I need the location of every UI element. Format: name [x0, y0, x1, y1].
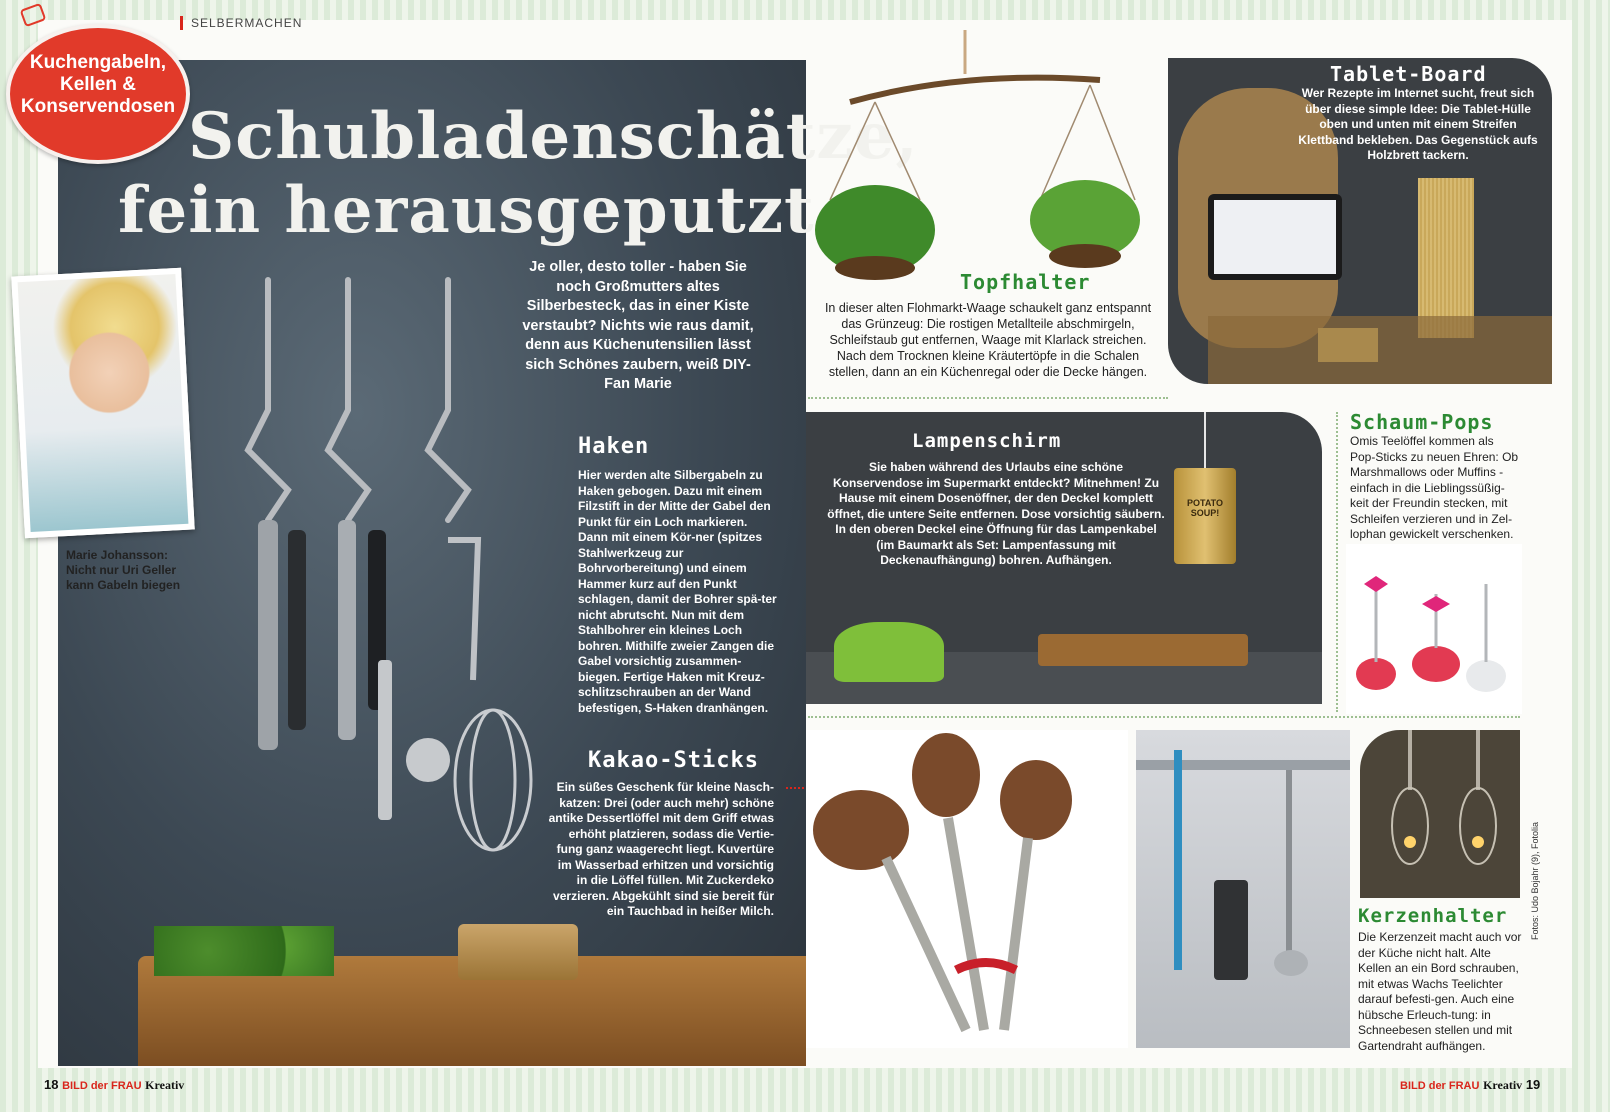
portrait-caption: Marie Johansson: Nicht nur Uri Geller kann Gabeln biegen: [66, 548, 181, 592]
divider: [1336, 412, 1338, 712]
kerzen-heading: Kerzenhalter: [1358, 905, 1508, 927]
hanging-utensils-illustration: [228, 260, 568, 860]
shelf-rail: [1136, 760, 1350, 770]
schaum-pops-photo: [1346, 544, 1522, 714]
spatula: [1214, 880, 1248, 980]
can-label: POTATO SOUP!: [1187, 498, 1223, 518]
grater: [458, 924, 578, 980]
spaghetti-glass: [1418, 178, 1474, 338]
wood-counter: [1208, 316, 1552, 384]
lampe-body: Sie haben während des Urlaubs eine schöne Konservendose im Supermarkt entdeckt? Mitnehmen! Zu Hause mit einem Dosenöffner, der den Deckel komplett öffnet, die untere Seite entfernen. Dose vorsichtig säubern. In den oberen Deckel eine Öffnung für das Lampenkabel (im Baumarkt als Set: Lampenfassung mit Deckenaufhängung) bohren. Aufhängen.: [827, 460, 1165, 567]
topfhalter-heading: Topfhalter: [960, 270, 1091, 294]
lamp-cable: [1204, 412, 1206, 472]
photo-credit: Fotos: Udo Bojahr (9), Fotolia: [1530, 821, 1540, 940]
page-number-right: [1400, 1077, 1540, 1093]
page-number: 18: [44, 1077, 59, 1092]
spoon-pops-illustration: [1346, 544, 1522, 714]
schaum-heading: Schaum-Pops: [1350, 410, 1494, 434]
badge-line-2: Kellen &: [59, 74, 137, 95]
kakao-body: Ein süßes Geschenk für kleine Nasch-katzen: Drei (oder auch mehr) schöne antike Dessertlöffel mit dem Griff etwas erhöht platzieren, sodass die Vertie-fung ganz waagerecht liegt. Kuvertüre im Wasserbad erhitzen und vorsichtig in die Löffel füllen. Mit Zuckerdeko verzieren. Abgekühlt sind sie bereit für ein Tauchbad in heißer Milch.: [548, 780, 774, 918]
section-label: SELBERMACHEN: [180, 16, 302, 30]
badge-line-1: Kuchengabeln,: [29, 52, 167, 73]
parsley-herbs: [154, 926, 334, 976]
divider: [808, 397, 1168, 399]
title-line-2: fein herausgeputzt: [118, 173, 815, 248]
topic-badge: [6, 24, 190, 164]
badge-line-3: Konservendosen: [20, 96, 176, 117]
schaum-body: Omis Teelöffel kommen als Pop-Sticks zu neuen Ehren: Ob Marshmallows oder Muffins - einfach in die Lieblingssüßig-keit der Freundin stecken, mit Schleifen verzieren und in Zel-lophan gewickelt verschenken.: [1350, 434, 1519, 541]
intro-text: Je oller, desto toller - haben Sie noch Großmutters altes Silberbesteck, das in einer Kiste verstaubt? Nichts wie raus damit, denn aus Küchenutensilien lässt sich Schönes zaubern, weiß DIY-Fan Marie: [522, 259, 754, 392]
haken-body: Hier werden alte Silbergabeln zu Haken gebogen. Dazu mit einem Filzstift in der Mitte der Gabel den Punkt für ein Loch markieren. Dann mit einem Kör-ner (spitzes Stahlwerkzeug zur Bohrvorbereitung) und einem Hammer kurz auf den Punkt schlagen, damit der Bohrer spä-ter nicht abrutscht. Nun mit dem Stahlbohrer ein kleines Loch bohren. Mithilfe zweier Zangen die Gabel vorsichtig zusammen-biegen. Fertige Haken mit Kreuz-schlitzschrauben an der Wand befestigen, S-Haken dranhängen.: [578, 468, 777, 715]
divider: [808, 716, 1520, 718]
whisk-candles-illustration: [1360, 730, 1520, 898]
whisk-candle-photo: [1360, 730, 1520, 898]
page-number: 19: [1525, 1077, 1541, 1092]
brand-subtitle: Kreativ: [1483, 1078, 1523, 1092]
ladle: [1286, 770, 1292, 960]
cocoa-spoons-photo: [806, 730, 1128, 1048]
brand-logo: BILD der FRAU: [1400, 1080, 1480, 1092]
cocoa-spoons-illustration: [806, 730, 1128, 1048]
brand-subtitle: Kreativ: [145, 1078, 185, 1092]
hooks-photo: [1136, 730, 1350, 1048]
kakao-heading: Kakao-Sticks: [588, 748, 759, 773]
topfhalter-body: In dieser alten Flohmarkt-Waage schaukelt ganz entspannt das Grünzeug: Die rostigen Metallteile abschmirgeln, Schleifstaub gut entfernen, Waage mit Klarlack streichen. Nach dem Trocknen kleine Kräutertöpfe in die Schalen stellen, dann an ein Küchenregal oder die Decke hängen.: [824, 301, 1152, 379]
portrait-photo: [11, 268, 194, 539]
cress-bowl: [834, 622, 944, 682]
scale-planter-illustration: [790, 30, 1140, 280]
soup-can-lamp: [1174, 468, 1236, 564]
lampe-heading: Lampenschirm: [912, 430, 1062, 452]
tablet-device: [1208, 194, 1342, 280]
tablet-body: Wer Rezepte im Internet sucht, freut sich über diese simple Idee: Die Tablet-Hülle oben und unten mit einem Streifen Klettband bekleben. Das Gegenstück aufs Holzbrett tackern.: [1298, 86, 1538, 162]
ladle-bowl: [1274, 950, 1308, 976]
haken-heading: Haken: [578, 434, 650, 459]
title-line-1: Schubladenschätze,: [188, 99, 919, 174]
portrait-image: [18, 274, 189, 532]
blue-ladle: [1174, 750, 1182, 970]
tablet-heading: Tablet-Board: [1330, 62, 1487, 86]
brand-logo: BILD der FRAU: [62, 1080, 142, 1092]
page-number-left: [44, 1077, 184, 1093]
wooden-cutting-board: [1038, 634, 1248, 666]
kerzen-body: Die Kerzenzeit macht auch vor der Küche nicht halt. Alte Kellen an ein Bord schrauben, mit etwas Wachs Teelichter darauf befesti-gen. Auch eine hübsche Erleuch-tung: in Schneebesen stellen und mit Gartendraht aufhängen.: [1358, 930, 1522, 1053]
